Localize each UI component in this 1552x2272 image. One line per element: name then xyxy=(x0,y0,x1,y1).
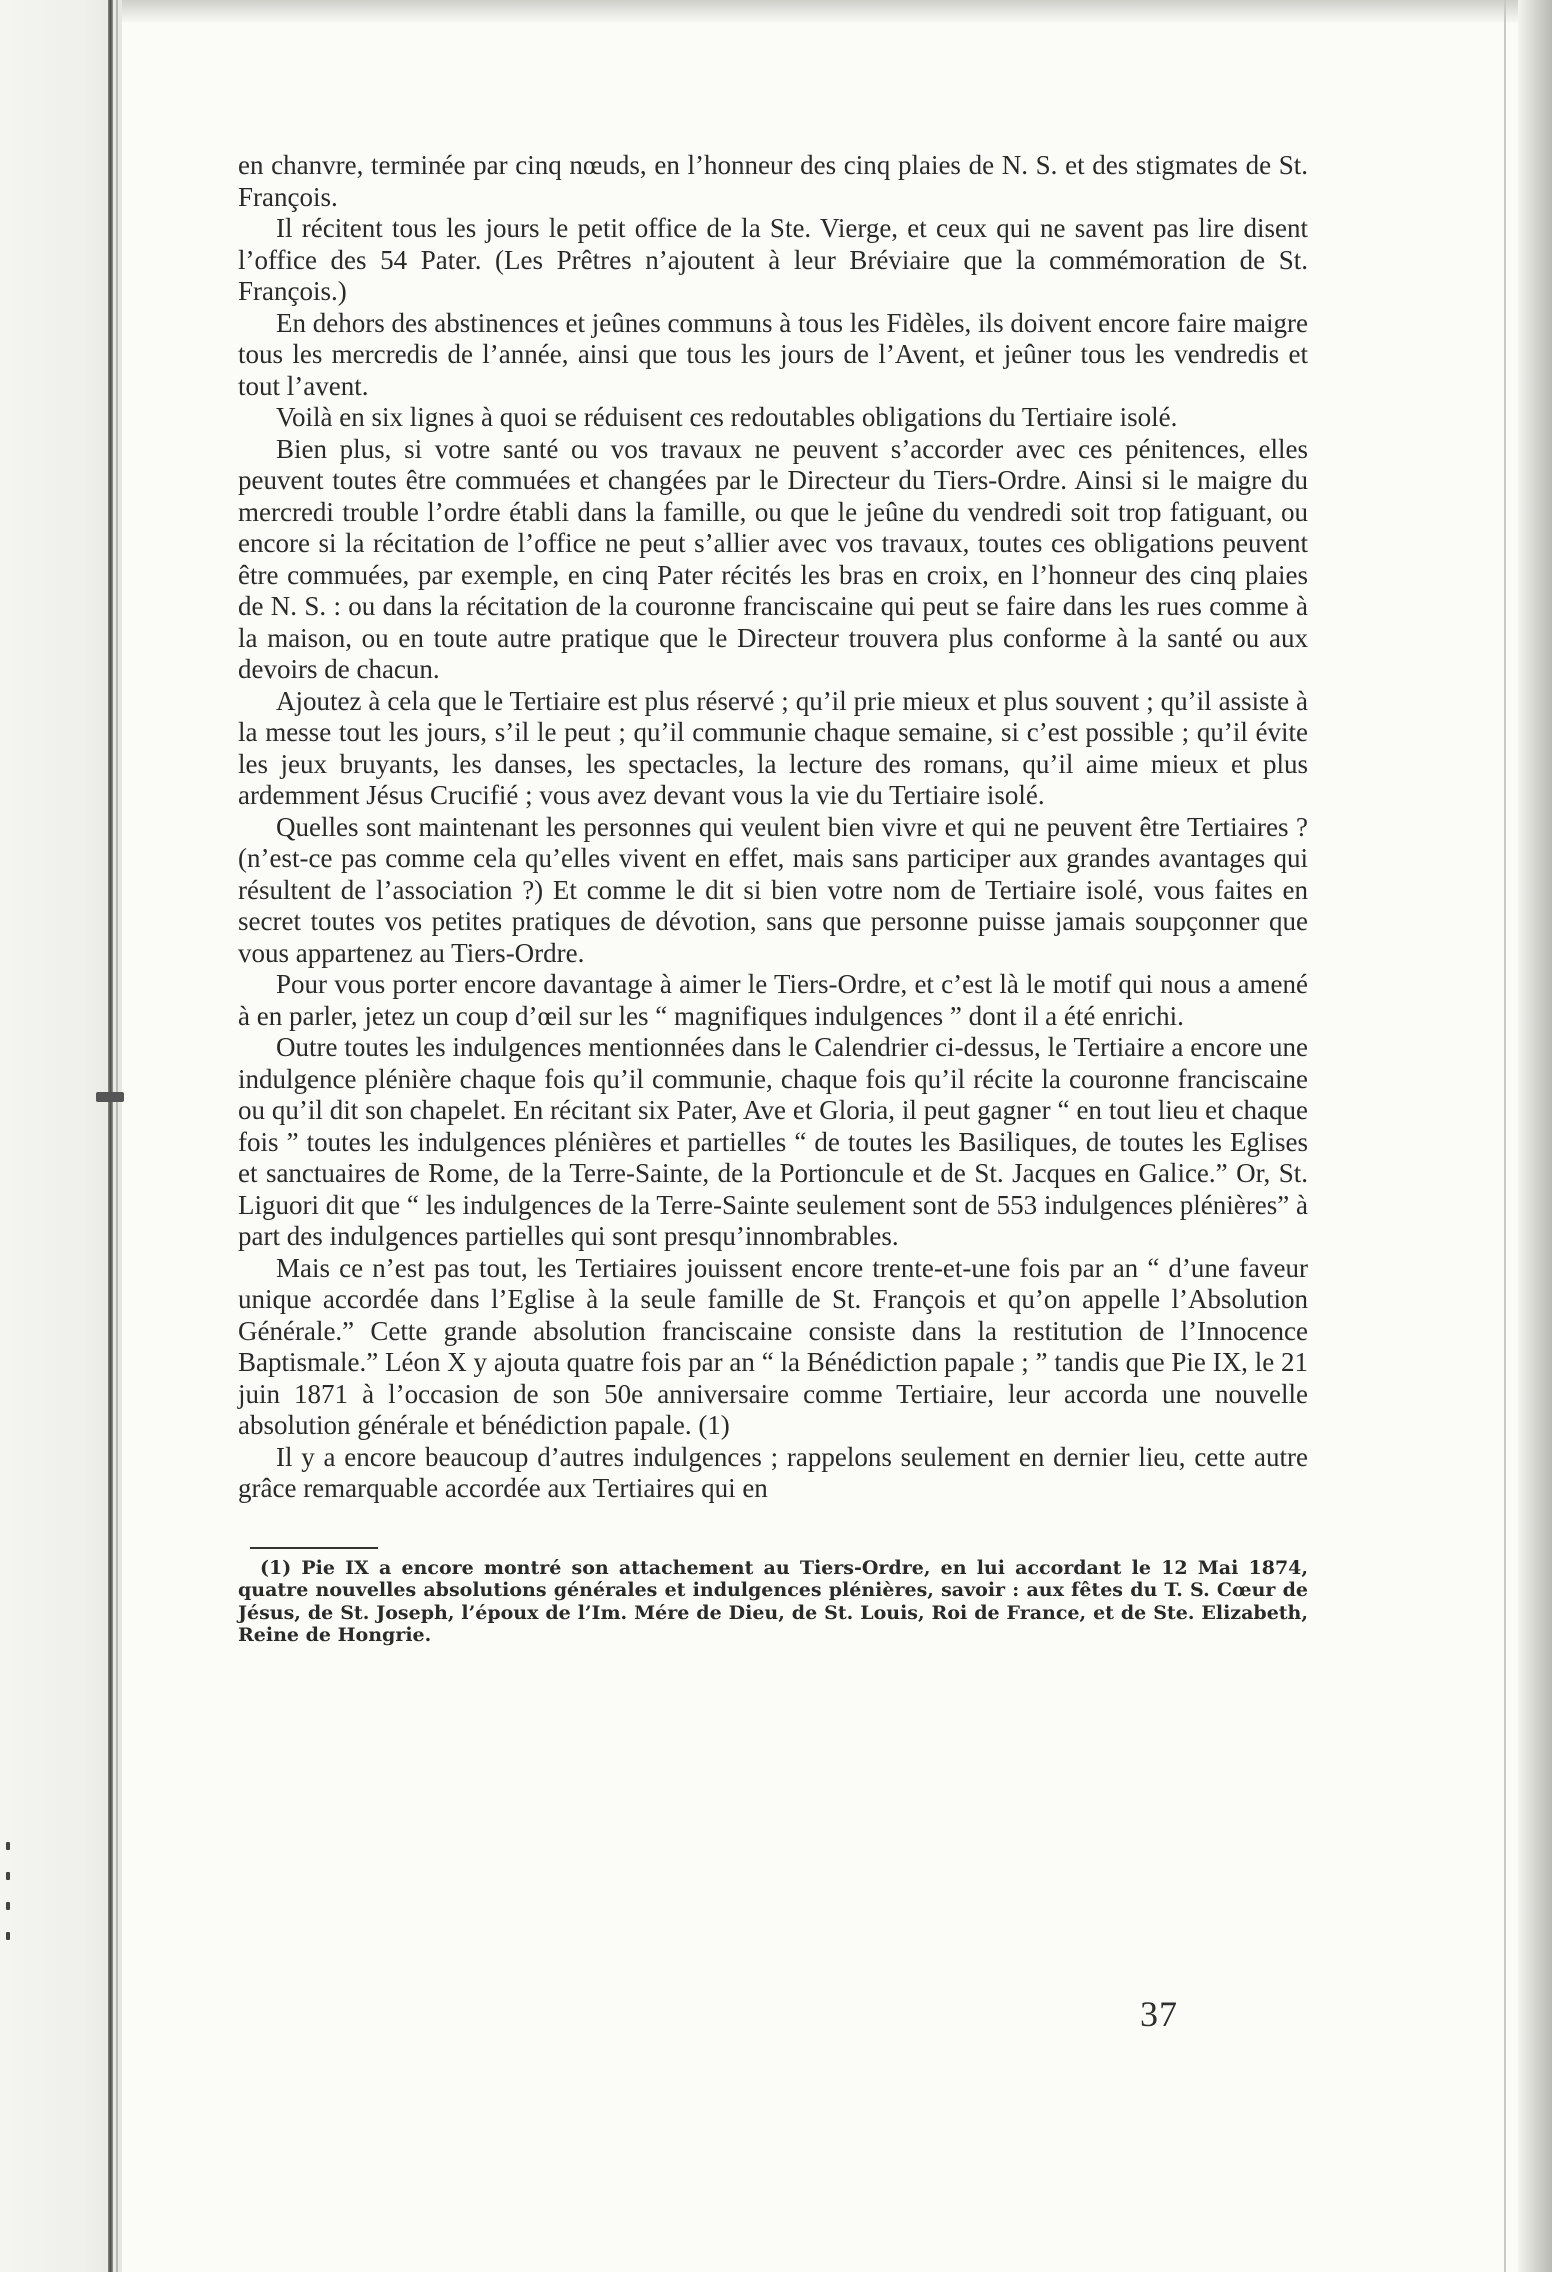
paragraph: Bien plus, si votre santé ou vos travaux ne peuvent s’accorder avec ces pénitences, elles peuvent toutes être commuées et changées par le Directeur du Tiers-Ordre. Ainsi si le maigre du mercredi trouble l’ordre établi dans la famille, ou que le jeûne du vendredi soit trop fatiguant, ou encore si la récitation de l’office ne peut s’allier avec vos travaux, toutes ces obligations peuvent être commuées, par exemple, en cinq Pater récités les bras en croix, en l’honneur des cinq plaies de N. S. : ou dans la récitation de la couronne franciscaine qui peut se faire dans les rues comme à la maison, ou en toute autre pratique que le Directeur trouvera plus conforme à la santé ou aux devoirs de chacun. xyxy=(238,433,1308,684)
paragraph: Pour vous porter encore davantage à aimer le Tiers-Ordre, et c’est là le motif qui nous a amené à en parler, jetez un coup d’œil sur les “ magnifiques indulgences ” dont il a été enrichi. xyxy=(238,969,1308,1031)
paragraph: Quelles sont maintenant les personnes qui veulent bien vivre et qui ne peuvent être Tertiaires ? (n’est-ce pas comme cela qu’elles vivent en effet, mais sans participer aux grandes avantages qui résultent de l’association ?) Et comme le dit si bien votre nom de Tertiaire isolé, vous faites en secret toutes vos petites pratiques de dévotion, sans que personne puisse jamais soupçonner que vous appartenez au Tiers-Ordre. xyxy=(238,811,1308,968)
paragraph: en chanvre, terminée par cinq nœuds, en l’honneur des cinq plaies de N. S. et des stigmates de St. François. xyxy=(238,150,1308,212)
edge-mark xyxy=(6,1932,10,1940)
edge-mark xyxy=(6,1902,10,1910)
text-block xyxy=(238,150,1308,1647)
footnote: (1) Pie IX a encore montré son attachement au Tiers-Ordre, en lui accordant le 12 Mai 1874, quatre nouvelles absolutions générales et indulgences plénières, savoir : aux fêtes du T. S. Cœur de Jésus, de St. Joseph, l’époux de l’Im. Mére de Dieu, de St. Louis, Roi de France, et de Ste. Elizabeth, Reine de Hongrie. xyxy=(238,1556,1308,1646)
paragraph: Mais ce n’est pas tout, les Tertiaires jouissent encore trente-et-une fois par an “ d’une faveur unique accordée dans l’Eglise à la seule famille de St. François et qu’on appelle l’Absolution Générale.” Cette grande absolution franciscaine consiste dans la restitution de l’Innocence Baptismale.” Léon X y ajouta quatre fois par an “ la Bénédiction papale ; ” tandis que Pie IX, le 21 juin 1871 à l’occasion de son 50e anniversaire comme Tertiaire, leur accorda une nouvelle absolution générale et bénédiction papale. (1) xyxy=(238,1252,1308,1440)
page-edge-line xyxy=(1504,0,1506,2272)
paragraph: Ajoutez à cela que le Tertiaire est plus réservé ; qu’il prie mieux et plus souvent ; qu’il assiste à la messe tout les jours, s’il le peut ; qu’il communie chaque semaine, si c’est possible ; qu’il évite les jeux bruyants, les danses, les spectacles, la lecture des romans, qu’il aime mieux et plus ardemment Jésus Crucifié ; vous avez devant vous la vie du Tertiaire isolé. xyxy=(238,685,1308,810)
paragraph: Il y a encore beaucoup d’autres indulgences ; rappelons seulement en dernier lieu, cette autre grâce remarquable accordée aux Tertiaires qui en xyxy=(238,1441,1308,1503)
edge-mark xyxy=(6,1842,10,1850)
page-number: 37 xyxy=(1140,1994,1178,2034)
body-text xyxy=(238,150,1308,1505)
edge-mark xyxy=(6,1872,10,1880)
binding-edge xyxy=(0,0,122,2272)
footnote-rule xyxy=(250,1547,378,1549)
binding-inner-line xyxy=(116,0,118,2272)
paragraph: Voilà en six lignes à quoi se réduisent ces redoutables obligations du Tertiaire isolé. xyxy=(276,402,1178,432)
paragraph: Il récitent tous les jours le petit office de la Ste. Vierge, et ceux qui ne savent pas lire disent l’office des 54 Pater. (Les Prêtres n’ajoutent à leur Bréviaire que la commémoration de St. François.) xyxy=(238,213,1308,306)
binding-shadow-line xyxy=(108,0,113,2272)
paragraph: Outre toutes les indulgences mentionnées dans le Calendrier ci-dessus, le Tertiaire a encore une indulgence plénière chaque fois qu’il communie, chaque fois qu’il récite la couronne franciscaine ou qu’il dit son chapelet. En récitant six Pater, Ave et Gloria, il peut gagner “ en tout lieu et chaque fois ” toutes les indulgences plénières et partielles “ de toutes les Basiliques, de toutes les Eglises et sanctuaires de Rome, de la Terre-Sainte, de la Portioncule et de St. Jacques en Galice.” Or, St. Liguori dit que “ les indulgences de la Terre-Sainte seulement sont de 553 indulgences plénières” à part des indulgences partielles qui sont presqu’innombrables. xyxy=(238,1032,1308,1251)
paragraph: En dehors des abstinences et jeûnes communs à tous les Fidèles, ils doivent encore faire maigre tous les mercredis de l’année, ainsi que tous les jours de l’Avent, et jeûner tous les vendredis et tout l’avent. xyxy=(238,307,1308,401)
top-edge xyxy=(0,0,1552,22)
binding-mark xyxy=(96,1092,124,1102)
page-right-edge xyxy=(1518,0,1552,2272)
